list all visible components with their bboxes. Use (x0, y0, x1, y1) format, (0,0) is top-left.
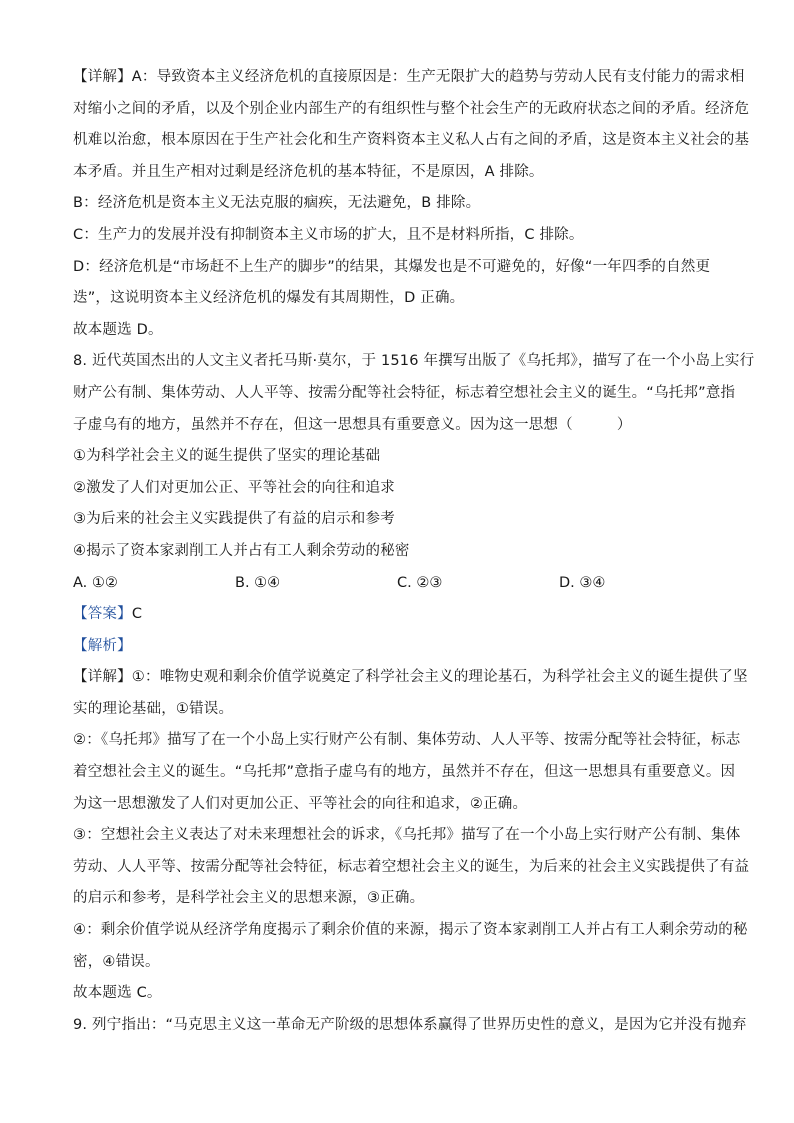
option-d: D. ③④ (559, 574, 606, 591)
question-stem-line: 财产公有制、集体劳动、人人平等、按需分配等社会特征，标志着空想社会主义的诞生。“乌托邦”意指 (73, 384, 736, 401)
statement-4: ④揭示了资本家剥削工人并占有工人剩余劳动的秘密 (73, 542, 410, 559)
question-stem-line: 9. 列宁指出：“马克思主义这一革命无产阶级的思想体系赢得了世界历史性的意义，是因为它并没有抛弃 (73, 1016, 747, 1033)
analysis-line: 实的理论基础，①错误。 (73, 700, 234, 717)
analysis-line: ③：空想社会主义表达了对未来理想社会的诉求，《乌托邦》描写了在一个小岛上实行财产公有制、集体 (73, 827, 741, 844)
option-b: B. ①④ (235, 574, 281, 591)
text-line: 【详解】A：导致资本主义经济危机的直接原因是：生产无限扩大的趋势与劳动人民有支付能力的需求相 (73, 69, 745, 85)
text-line: 本矛盾。并且生产相对过剩是经济危机的基本特征，不是原因，A 排除。 (73, 163, 544, 180)
question-stem-line: 8. 近代英国杰出的人文主义者托马斯·莫尔，于 1516 年撰写出版了《乌托邦》，描写了在一个小岛上实行 (73, 353, 755, 370)
statement-1: ①为科学社会主义的诞生提供了坚实的理论基础 (73, 448, 381, 465)
answer-options (73, 568, 723, 600)
statement-3: ③为后来的社会主义实践提供了有益的启示和参考 (73, 511, 395, 528)
question-9 (73, 1010, 747, 1042)
analysis-label: 【解析】 (73, 637, 132, 654)
analysis-line: 着空想社会主义的诞生。“乌托邦”意指子虚乌有的地方，虽然并不存在，但这一思想具有重要意义。因 (73, 764, 736, 781)
detail-block (73, 62, 750, 346)
answer-label: 【答案】 (73, 606, 132, 623)
analysis-line: ②：《乌托邦》描写了在一个小岛上实行财产公有制、集体劳动、人人平等、按需分配等社会特征，标志 (73, 732, 741, 749)
option-a: A. ①② (73, 574, 118, 591)
analysis-line: 劳动、人人平等、按需分配等社会特征，标志着空想社会主义的诞生，为后来的社会主义实践提供了有益 (73, 858, 750, 875)
analysis-line: 的启示和参考，是科学社会主义的思想来源，③正确。 (73, 890, 425, 907)
analysis-line: 【详解】①：唯物史观和剩余价值学说奠定了科学社会主义的理论基石，为科学社会主义的诞生提供了坚 (73, 669, 748, 686)
text-line: 机难以治愈，根本原因在于生产社会化和生产资料资本主义私人占有之间的矛盾，这是资本主义社会的基 (73, 132, 750, 149)
option-c: C. ②③ (397, 574, 443, 591)
text-line: 对缩小之间的矛盾，以及个别企业内部生产的有组织性与整个社会生产的无政府状态之间的矛盾。经济危 (73, 100, 750, 117)
question-stem-line: 子虚乌有的地方，虽然并不存在，但这一思想具有重要意义。因为这一思想（ ） (73, 416, 632, 433)
document-page (73, 62, 755, 1041)
statement-2: ②激发了人们对更加公正、平等社会的向往和追求 (73, 479, 395, 496)
text-line: 故本题选 D。 (73, 321, 163, 338)
analysis-line: 为这一思想激发了人们对更加公正、平等社会的向往和追求，②正确。 (73, 795, 528, 812)
analysis-line: ④：剩余价值学说从经济学角度揭示了剩余价值的来源，揭示了资本家剥削工人并占有工人剩余劳动的秘 (73, 922, 748, 939)
question-8 (73, 346, 755, 1009)
text-line: C：生产力的发展并没有抑制资本主义市场的扩大，且不是材料所指，C 排除。 (73, 226, 584, 243)
answer-value: C (131, 606, 143, 623)
text-line: B：经济危机是资本主义无法克服的痼疾，无法避免，B 排除。 (73, 195, 481, 212)
analysis-line: 密，④错误。 (73, 953, 160, 970)
text-line: D：经济危机是“市场赶不上生产的脚步”的结果，其爆发也是不可避免的，好像“一年四季的自然更 (73, 258, 711, 275)
text-line: 迭”，这说明资本主义经济危机的爆发有其周期性，D 正确。 (73, 290, 465, 307)
answer-line (73, 599, 723, 631)
analysis-line: 故本题选 C。 (73, 985, 162, 1002)
